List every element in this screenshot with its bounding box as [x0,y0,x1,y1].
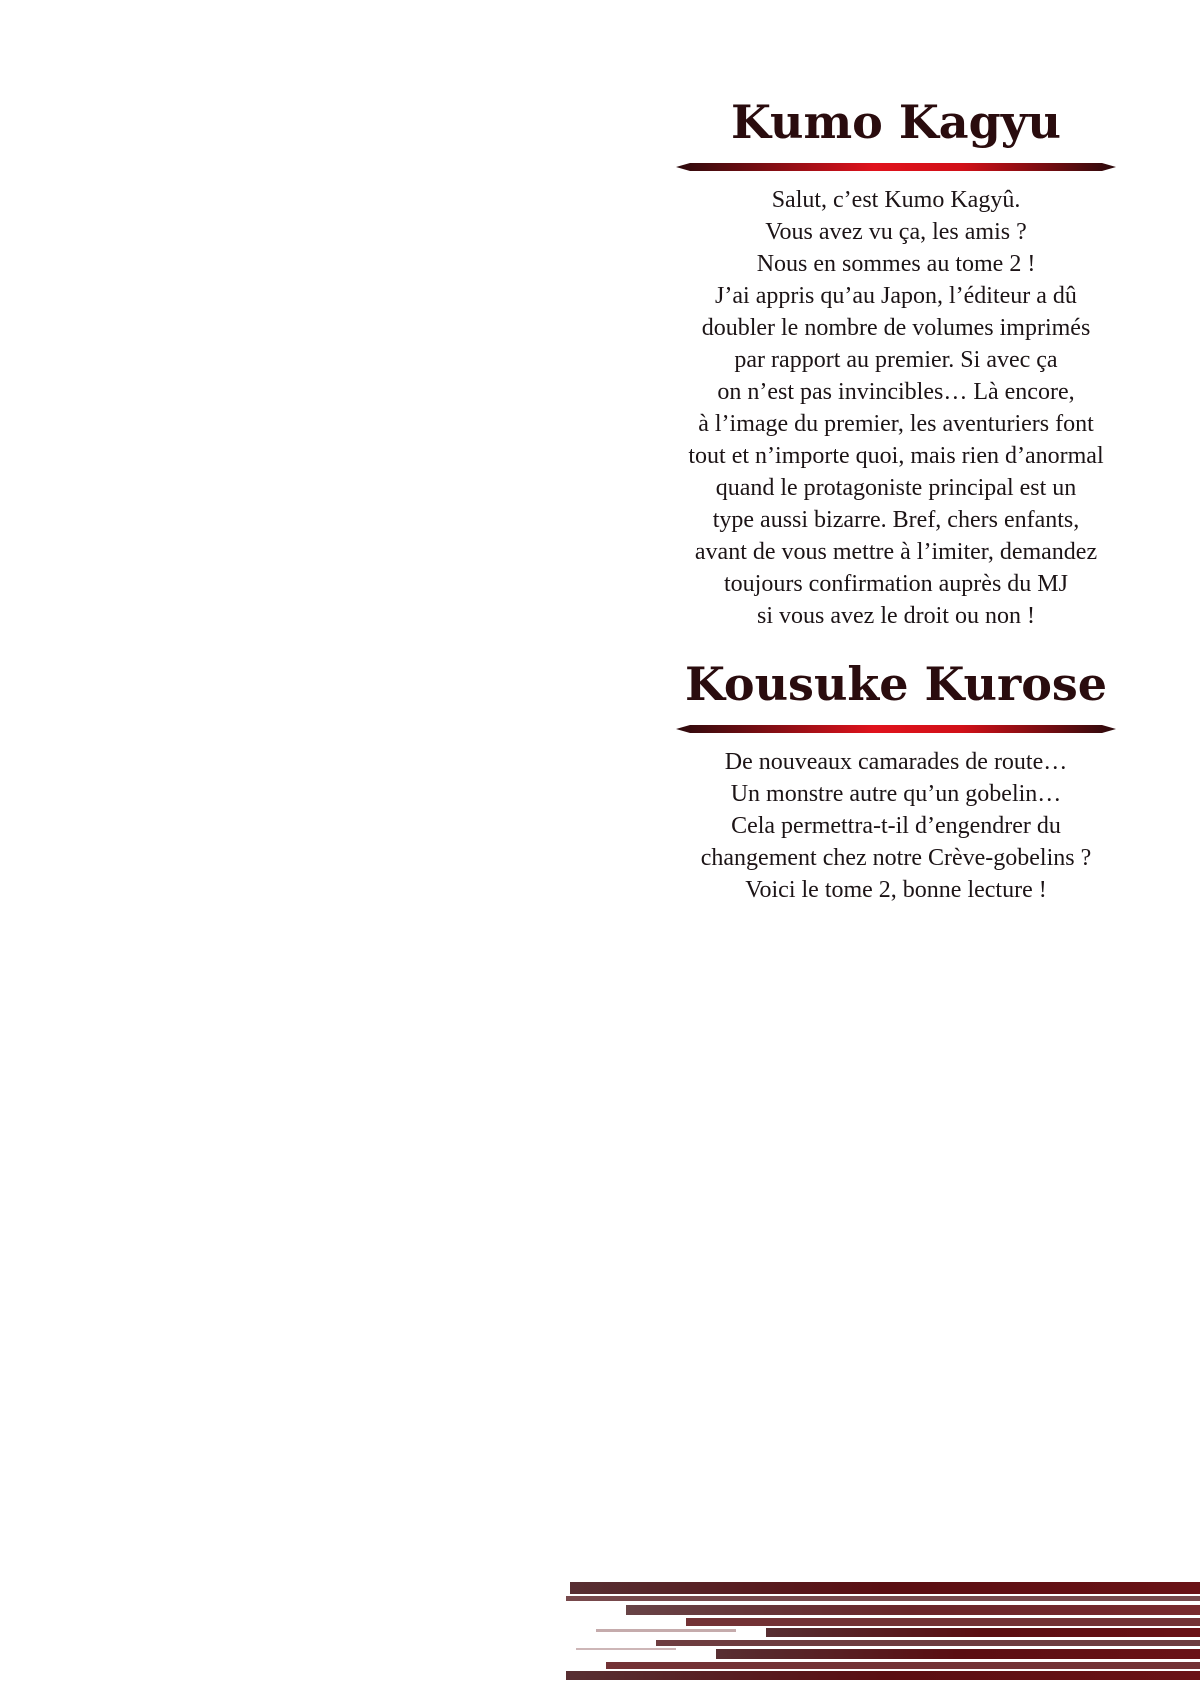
message-line: Cela permettra-t-il d’engendrer du [731,813,1061,839]
message-line: on n’est pas invincibles… Là encore, [717,379,1075,405]
author-section-kousuke-kurose [672,648,1120,906]
message-line: tout et n’importe quoi, mais rien d’anormal [688,443,1104,469]
author-name: Kousuke Kurose [684,657,1108,711]
message-line: toujours confirmation auprès du MJ [724,571,1068,597]
message-line: avant de vous mettre à l’imiter, demandez [694,539,1098,565]
message-line: changement chez notre Crève-gobelins ? [700,845,1092,871]
message-line: doubler le nombre de volumes imprimés [701,315,1091,341]
message-line: type aussi bizarre. Bref, chers enfants, [712,507,1080,533]
brush-stroke-decoration [566,1572,1200,1682]
message-line: si vous avez le droit ou non ! [757,603,1035,629]
decorative-rule [676,160,1116,174]
message-line: De nouveaux camarades de route… [724,749,1068,775]
message-line: Voici le tome 2, bonne lecture ! [745,877,1047,903]
author-message [672,746,1120,906]
message-line: à l’image du premier, les aventuriers font [698,411,1094,437]
author-name: Kumo Kagyu [731,95,1061,149]
decorative-rule [676,722,1116,736]
message-line: Un monstre autre qu’un gobelin… [730,781,1062,807]
message-line: quand le protagoniste principal est un [715,475,1077,501]
author-message [672,184,1120,632]
message-line: Nous en sommes au tome 2 ! [756,251,1036,277]
message-line: J’ai appris qu’au Japon, l’éditeur a dû [715,283,1077,309]
message-line: Salut, c’est Kumo Kagyû. [771,187,1021,213]
message-line: Vous avez vu ça, les amis ? [765,219,1027,245]
author-section-kumo-kagyu [672,86,1120,632]
message-line: par rapport au premier. Si avec ça [734,347,1058,373]
